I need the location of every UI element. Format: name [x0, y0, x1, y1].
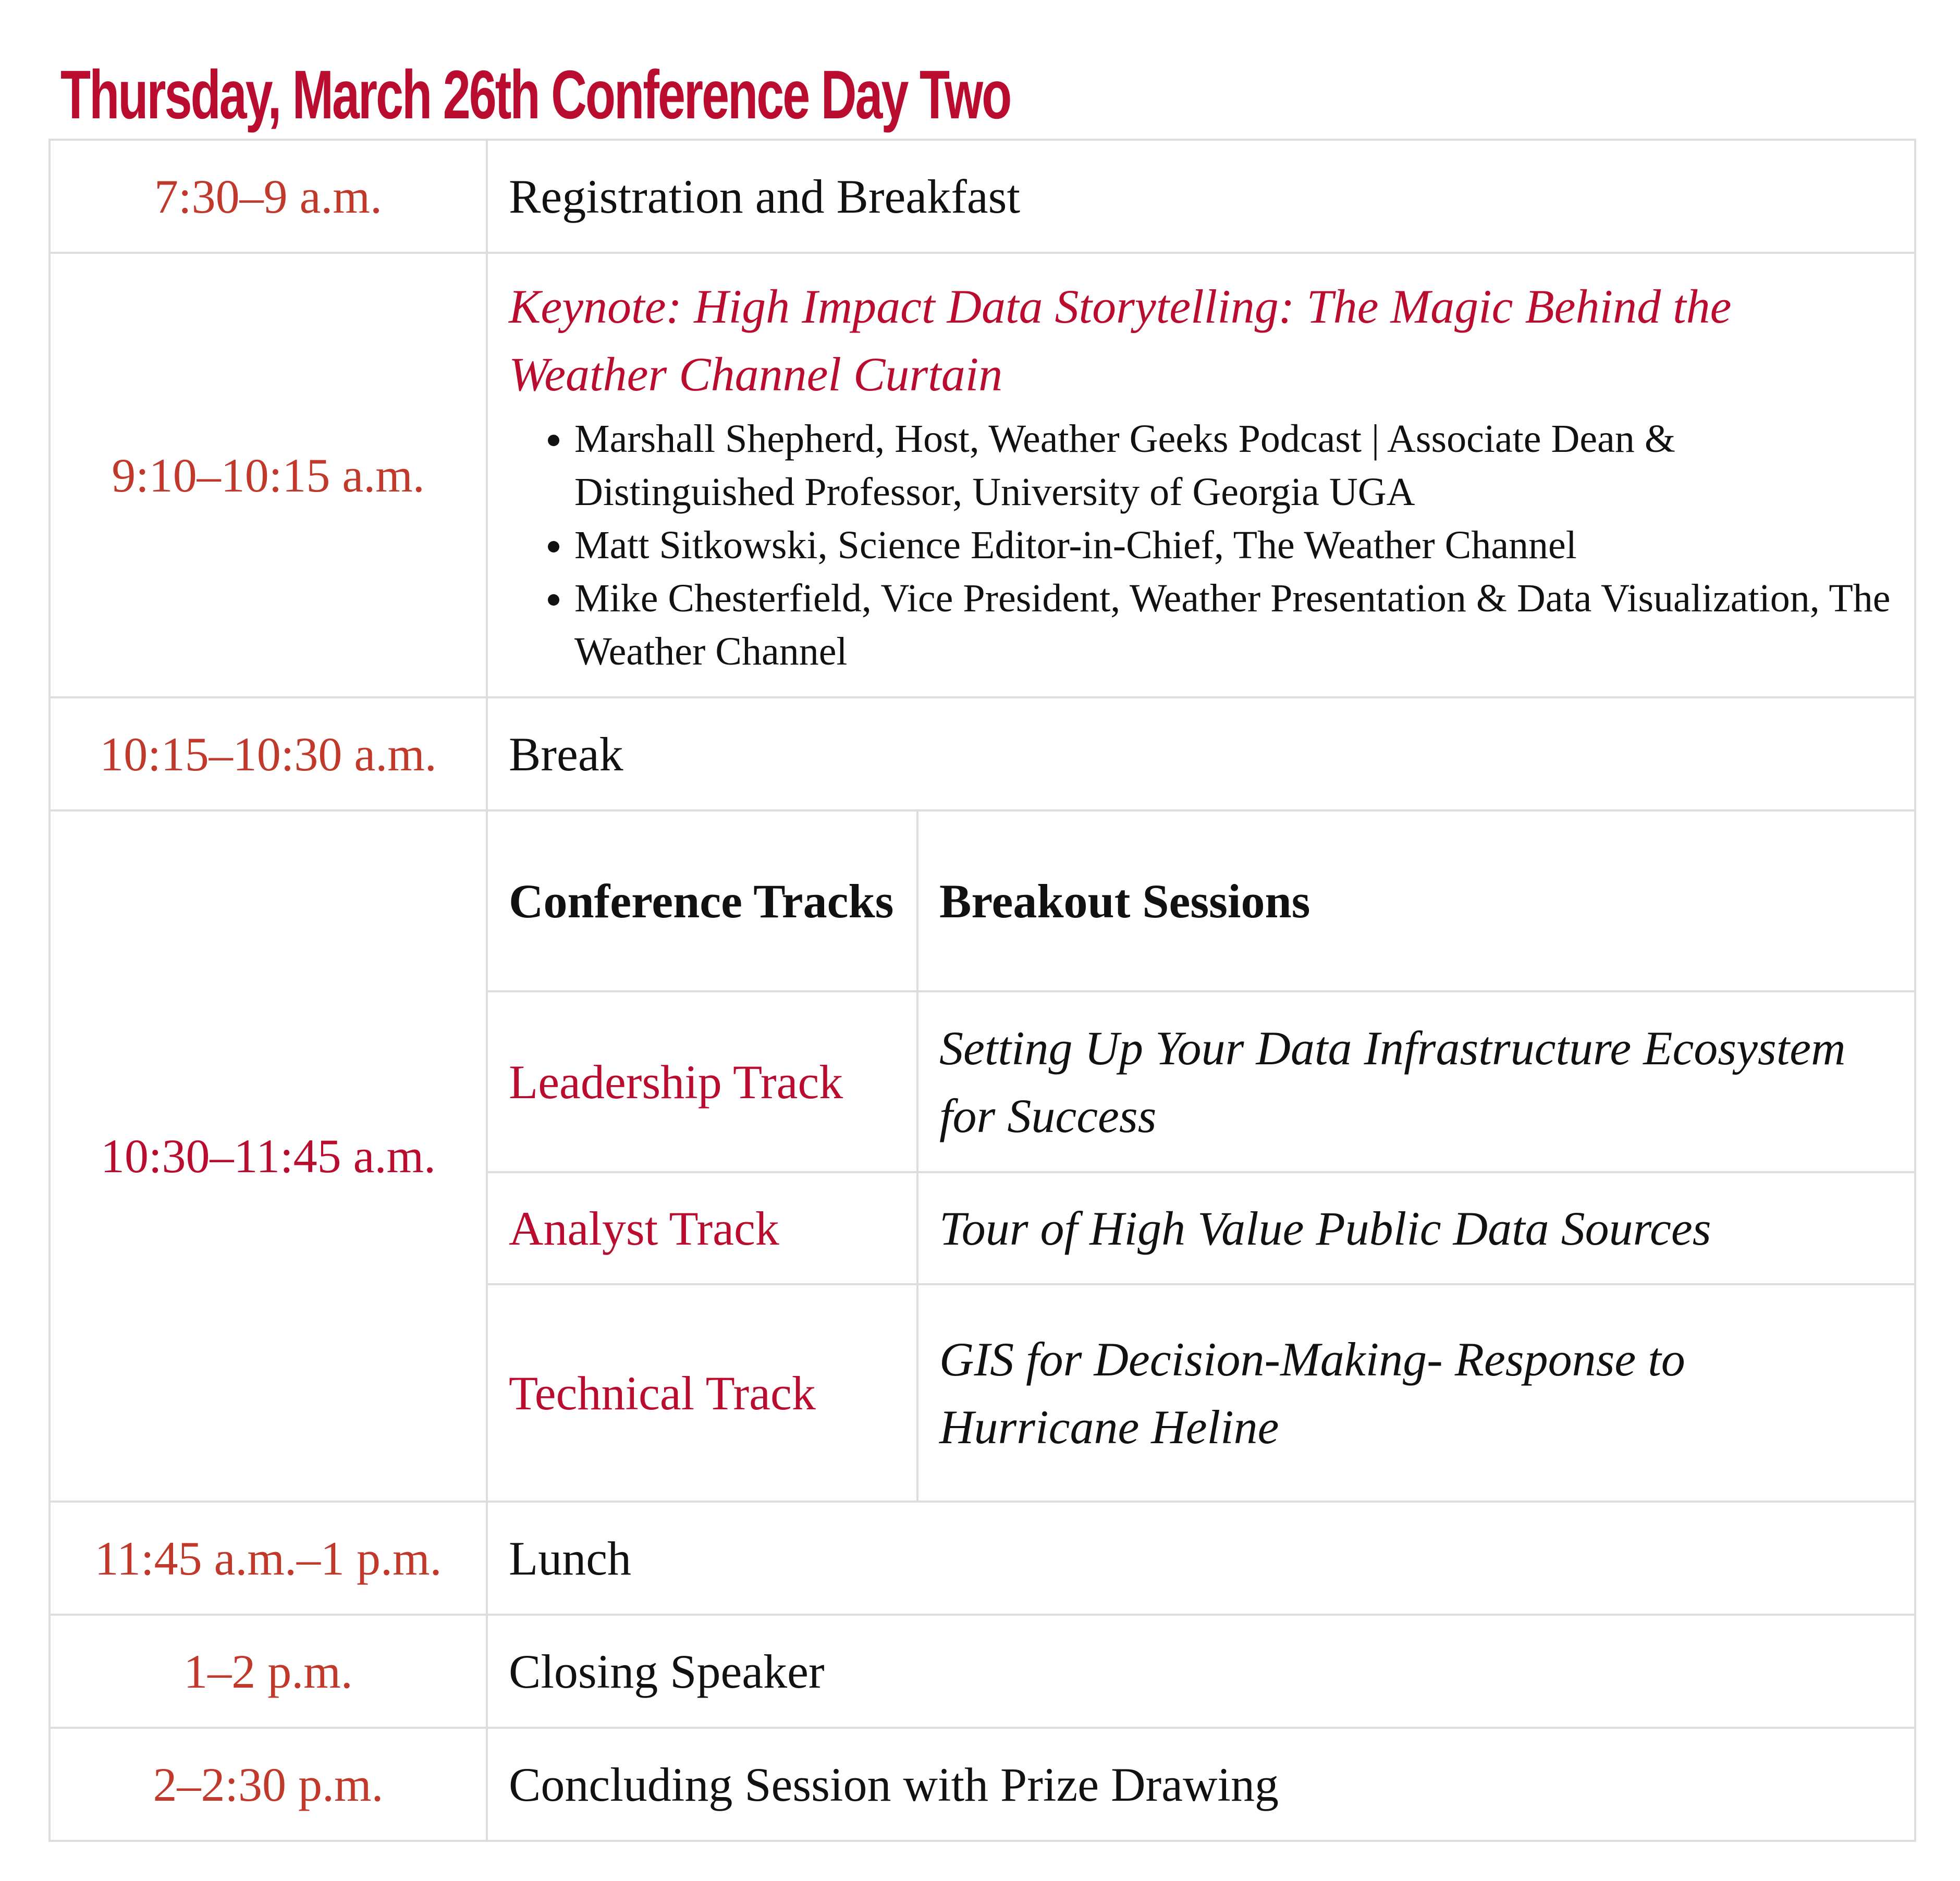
- schedule-row-breakouts: [50, 810, 1915, 1502]
- schedule-table: [48, 139, 1916, 1842]
- tracks-cell: [487, 810, 1915, 1502]
- event-cell: Break: [487, 697, 1915, 810]
- schedule-row-concluding-session: [50, 1728, 1915, 1841]
- speaker-item: • Mike Chesterfield, Vice President, Weather Presentation & Data Visualization, The Weather Channel: [574, 572, 1893, 678]
- track-row: [488, 1172, 1914, 1284]
- time-cell: 9:10–10:15 a.m.: [50, 253, 487, 697]
- track-row: [488, 991, 1914, 1172]
- keynote-title: Keynote: High Impact Data Storytelling: The Magic Behind the Weather Channel Curtain: [509, 279, 1732, 401]
- schedule-row-break: [50, 697, 1915, 810]
- tracks-header-row: [488, 812, 1914, 991]
- page-title: Thursday, March 26th Conference Day Two: [60, 56, 1011, 133]
- column-header-tracks: Conference Tracks: [488, 812, 917, 991]
- time-cell: 11:45 a.m.–1 p.m.: [50, 1502, 487, 1615]
- time-cell: 7:30–9 a.m.: [50, 140, 487, 253]
- track-name-analyst: Analyst Track: [488, 1172, 917, 1284]
- session-title: Setting Up Your Data Infrastructure Ecosystem for Success: [917, 991, 1914, 1172]
- time-cell: 10:30–11:45 a.m.: [50, 810, 487, 1502]
- event-cell: Concluding Session with Prize Drawing: [487, 1728, 1915, 1841]
- schedule-row-lunch: [50, 1502, 1915, 1615]
- track-row: [488, 1284, 1914, 1501]
- speaker-item: • Matt Sitkowski, Science Editor-in-Chief, The Weather Channel: [574, 519, 1893, 572]
- track-name-leadership: Leadership Track: [488, 991, 917, 1172]
- schedule-row-registration: [50, 140, 1915, 253]
- column-header-sessions: Breakout Sessions: [917, 812, 1914, 991]
- schedule-row-closing-speaker: [50, 1615, 1915, 1728]
- event-cell: Closing Speaker: [487, 1615, 1915, 1728]
- tracks-table: [488, 812, 1914, 1501]
- time-cell: 10:15–10:30 a.m.: [50, 697, 487, 810]
- session-title: GIS for Decision-Making- Response to Hurricane Heline: [917, 1284, 1914, 1501]
- event-cell: [487, 253, 1915, 697]
- time-cell: 1–2 p.m.: [50, 1615, 487, 1728]
- schedule-row-keynote: [50, 253, 1915, 697]
- time-cell: 2–2:30 p.m.: [50, 1728, 487, 1841]
- session-title: Tour of High Value Public Data Sources: [917, 1172, 1914, 1284]
- track-name-technical: Technical Track: [488, 1284, 917, 1501]
- event-cell: Lunch: [487, 1502, 1915, 1615]
- speaker-item: • Marshall Shepherd, Host, Weather Geeks Podcast | Associate Dean & Distinguished Professor, University of Georgia UGA: [574, 412, 1893, 519]
- event-cell: Registration and Breakfast: [487, 140, 1915, 253]
- speaker-list: [509, 412, 1893, 678]
